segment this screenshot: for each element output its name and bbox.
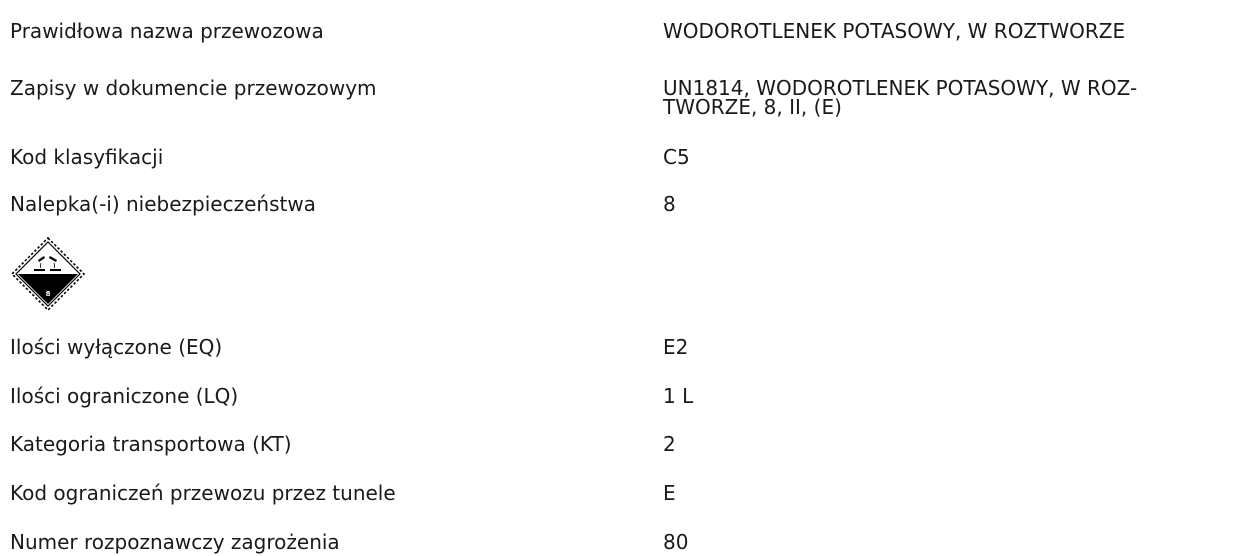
transport-document-entry-line-1: UN1814, WODOROTLENEK POTASOWY, W ROZ-: [663, 76, 1138, 100]
hazard-identification-number-value: 80: [663, 530, 689, 554]
transport-document-entry-value: [663, 76, 1248, 119]
transport-category-label: Kategoria transportowa (KT): [10, 432, 292, 456]
excepted-quantities-value: E2: [663, 335, 689, 359]
hazard-identification-number-label: Numer rozpoznawczy zagrożenia: [10, 530, 340, 554]
tunnel-restriction-code-value: E: [663, 481, 676, 505]
corrosive-class-8-icon: [10, 236, 86, 312]
classification-code-label: Kod klasyfikacji: [10, 145, 164, 169]
hazard-labels-value: 8: [663, 192, 676, 216]
hazard-labels-label: Nalepka(-i) niebezpieczeństwa: [10, 192, 316, 216]
proper-shipping-name-label: Prawidłowa nazwa przewozowa: [10, 19, 324, 43]
proper-shipping-name-value: WODOROTLENEK POTASOWY, W ROZTWORZE: [663, 19, 1126, 43]
hazard-class-number: 8: [45, 290, 51, 298]
classification-code-value: C5: [663, 145, 690, 169]
transport-document-entry-label: Zapisy w dokumencie przewozowym: [10, 76, 377, 100]
excepted-quantities-label: Ilości wyłączone (EQ): [10, 335, 223, 359]
limited-quantities-value: 1 L: [663, 384, 694, 408]
limited-quantities-label: Ilości ograniczone (LQ): [10, 384, 239, 408]
tunnel-restriction-code-label: Kod ograniczeń przewozu przez tunele: [10, 481, 396, 505]
transport-category-value: 2: [663, 432, 676, 456]
transport-document-entry-line-2: TWORZE, 8, II, (E): [663, 95, 842, 119]
